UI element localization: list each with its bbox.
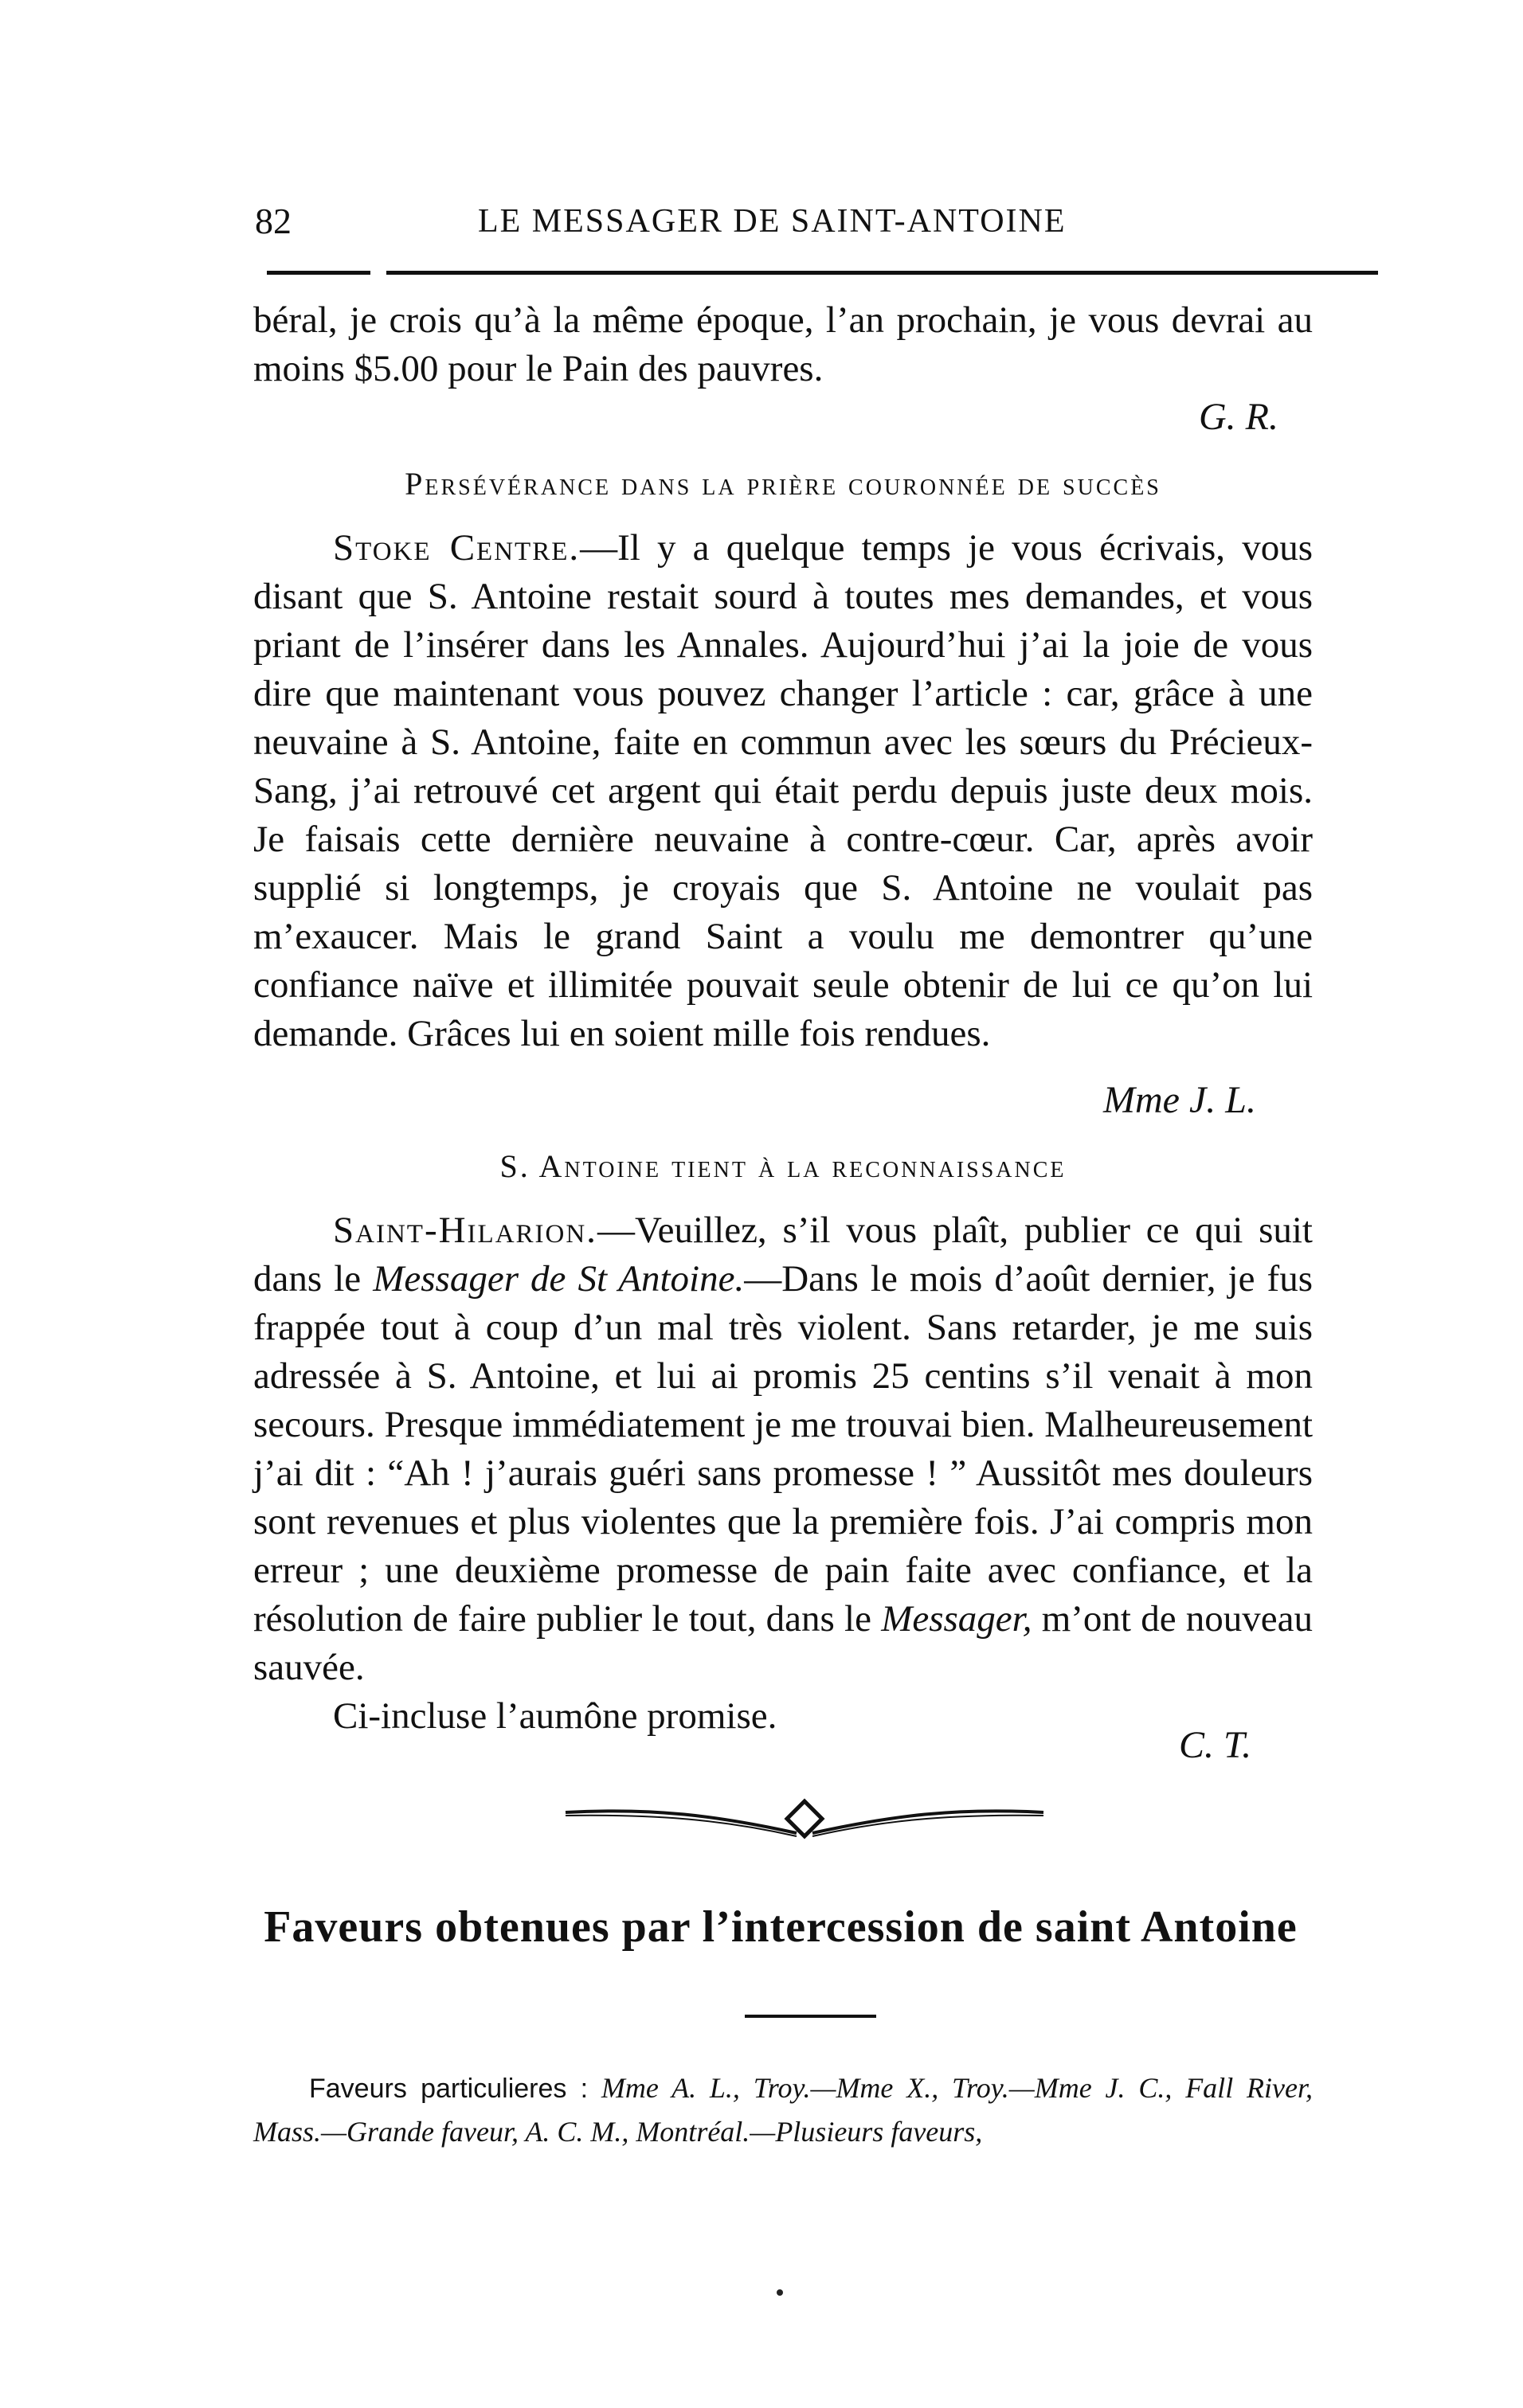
signature-gr: G. R. [1199,396,1278,438]
section-body-perseverance [253,524,1313,1058]
running-title: LE MESSAGER DE SAINT-ANTOINE [478,203,1067,240]
letter-body-part-c: m’ont de nouveau sauvée. [253,1598,1313,1688]
section-heading-reconnaissance: S. Antoine tient à la reconnaissance [499,1148,1067,1184]
closing-line: Ci-incluse l’aumône promise. [333,1695,777,1737]
letter-continuation [253,296,1313,393]
page-mark [777,2289,783,2296]
favours-list-text: Mme A. L., Troy.—Mme X., Troy.—Mme J. C., Fall River, Mass.—Grande faveur, A. C. M., Montréal.—Plusieurs faveurs, [253,2072,1313,2148]
favours-section-title: Faveurs obtenues par l’intercession de saint Antoine [264,1902,1298,1952]
letter-body-part-a: —Veuillez, s’il vous plaît, publier ce qui suit dans le [253,1210,1313,1300]
header-rule-right [386,271,1378,275]
signature-ct: C. T. [1179,1724,1252,1766]
signature-mme-jl: Mme J. L. [1103,1079,1256,1121]
place-name-stoke: Stoke Centre. [333,527,581,569]
letter-continuation-text: béral, je crois qu’à la même époque, l’an prochain, je vous devrai au moins $5.00 pour le Pain des pauvres. [253,299,1313,389]
favours-lead: Faveurs particulieres : [309,2074,589,2104]
publication-title: Messager de St Antoine. [373,1258,745,1300]
favours-list [253,2066,1313,2153]
header-rule-left [267,271,370,275]
letter-body-part-b: —Dans le mois d’août dernier, je fus frappée tout à coup d’un mal très violent. Sans retarder, je me suis adressée à S. Antoine, et lui ai promis 25 centins s’il venait à mon secours. Presque immédiatement je me trouvai bien. Malheureusement j’ai dit : “Ah ! j’aurais guéri sans promesse ! ” Aussitôt mes douleurs sont revenues et plus violentes que la première fois. J’ai compris mon erreur ; une deuxième promesse de pain faite avec confiance, et la résolution de faire publier le tout, dans le [253,1258,1313,1640]
publication-title-short: Messager, [881,1598,1032,1640]
running-head [239,197,1290,245]
page-number: 82 [255,201,292,241]
section-body-reconnaissance [253,1206,1313,1741]
section-heading-perseverance: Persévérance dans la prière couronnée de succès [405,466,1161,502]
place-name-saint-hilarion: Saint-Hilarion. [333,1210,597,1251]
ornament-divider-icon [558,1784,1051,1847]
short-rule [745,2015,876,2018]
letter-body-stoke: —Il y a quelque temps je vous écrivais, vous disant que S. Antoine restait sourd à toutes mes demandes, et vous priant de l’insérer dans les Annales. Aujourd’hui j’ai la joie de vous dire que maintenant vous pouvez changer l’article : car, grâce à une neuvaine à S. Antoine, faite en commun avec les sœurs du Précieux-Sang, j’ai retrouvé cet argent qui était perdu depuis juste deux mois. Je faisais cette dernière neuvaine à contre-cœur. Car, après avoir supplié si longtemps, je croyais que S. Antoine ne voulait pas m’exaucer. Mais le grand Saint a voulu me demontrer qu’une confiance naïve et illimitée pouvait seule obtenir de lui ce qu’on lui demande. Grâces lui en soient mille fois rendues. [253,527,1313,1054]
